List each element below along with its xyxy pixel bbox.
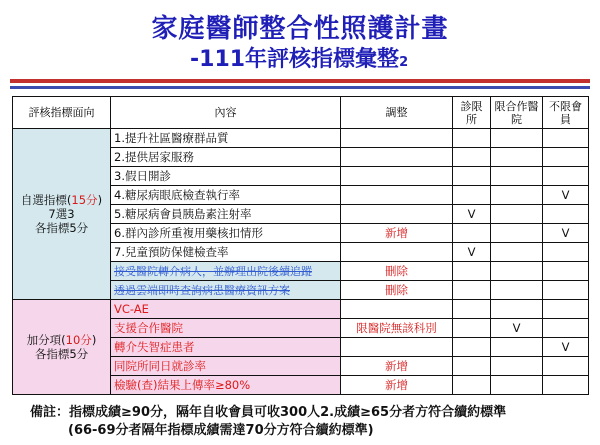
row-content: 5.糖尿病會員胰島素注射率 xyxy=(111,205,341,224)
row-adjust xyxy=(341,205,453,224)
row-content: 1.提升社區醫療群品質 xyxy=(111,129,341,148)
row-adjust xyxy=(341,338,453,357)
row-clinic xyxy=(453,224,491,243)
row-partner xyxy=(491,148,543,167)
footnote-line2: (66-69分者隔年指標成績需達70分方符合續約標準) xyxy=(68,423,374,438)
row-content: 同院所同日就診率 xyxy=(111,357,341,376)
row-clinic xyxy=(453,129,491,148)
row-partner xyxy=(491,338,543,357)
table-header-row xyxy=(13,97,589,129)
row-content: 2.提供居家服務 xyxy=(111,148,341,167)
group1-label-num: 15分 xyxy=(71,193,98,207)
row-adjust xyxy=(341,129,453,148)
row-clinic xyxy=(453,357,491,376)
group2-label-line2: 各指標5分 xyxy=(34,347,89,361)
header-partner: 限合作醫院 xyxy=(491,97,543,129)
page-title: 家庭醫師整合性照護計畫 xyxy=(151,14,449,44)
group2-label-cell xyxy=(13,300,111,395)
row-partner xyxy=(491,262,543,281)
row-partner xyxy=(491,186,543,205)
row-nonmember: V xyxy=(543,186,589,205)
header-clinic: 診限所 xyxy=(453,97,491,129)
row-partner xyxy=(491,281,543,300)
row-content: 檢驗(查)結果上傳率≥80% xyxy=(111,376,341,395)
header-category: 評核指標面向 xyxy=(13,97,111,129)
footnote-line1: 備註：指標成績≥90分，隔年自收會員可收300人2.成績≥65分者方符合續約標準 xyxy=(30,405,507,420)
row-clinic xyxy=(453,167,491,186)
group1-label-cell xyxy=(13,129,111,300)
indicator-table xyxy=(12,96,589,395)
row-adjust: 刪除 xyxy=(341,262,453,281)
row-adjust: 新增 xyxy=(341,376,453,395)
row-partner xyxy=(491,300,543,319)
row-content: 3.假日開診 xyxy=(111,167,341,186)
row-partner xyxy=(491,357,543,376)
row-clinic xyxy=(453,376,491,395)
row-adjust: 刪除 xyxy=(341,281,453,300)
deleted-text: 透過雲端即時查詢病患醫療資訊方案 xyxy=(114,283,290,297)
row-partner xyxy=(491,224,543,243)
row-content: 轉介失智症患者 xyxy=(111,338,341,357)
group2-label-num: 10分 xyxy=(65,333,92,347)
row-nonmember xyxy=(543,319,589,338)
row-adjust xyxy=(341,300,453,319)
row-content: 4.糖尿病眼底檢查執行率 xyxy=(111,186,341,205)
row-partner xyxy=(491,376,543,395)
group2-label-a: 加分項( xyxy=(26,333,66,347)
row-content: 7.兒童預防保健檢查率 xyxy=(111,243,341,262)
subtitle-text: -111年評核指標彙整 xyxy=(190,47,400,72)
group2-label-b: ) xyxy=(91,333,97,347)
page-subtitle xyxy=(190,42,408,73)
row-partner xyxy=(491,243,543,262)
row-content: 支援合作醫院 xyxy=(111,319,341,338)
row-partner xyxy=(491,129,543,148)
row-nonmember xyxy=(543,262,589,281)
header-content: 內容 xyxy=(111,97,341,129)
deleted-row-content xyxy=(111,262,341,281)
deleted-text: 接受醫院轉介病人，並辦理出院後續追蹤 xyxy=(114,264,312,278)
row-adjust: 限醫院無該科別 xyxy=(341,319,453,338)
blue-divider-stripe xyxy=(10,86,590,89)
row-clinic: V xyxy=(453,243,491,262)
row-nonmember xyxy=(543,129,589,148)
row-clinic xyxy=(453,338,491,357)
deleted-row-content xyxy=(111,281,341,300)
row-content: 6.群內診所重複用藥核扣情形 xyxy=(111,224,341,243)
row-nonmember xyxy=(543,167,589,186)
row-nonmember xyxy=(543,281,589,300)
row-nonmember xyxy=(543,205,589,224)
row-clinic xyxy=(453,300,491,319)
row-adjust xyxy=(341,243,453,262)
row-nonmember xyxy=(543,300,589,319)
row-clinic xyxy=(453,186,491,205)
row-clinic xyxy=(453,281,491,300)
red-divider-stripe xyxy=(10,79,590,83)
row-partner xyxy=(491,167,543,186)
row-clinic xyxy=(453,148,491,167)
group1-label-a: 自選指標( xyxy=(20,193,72,207)
row-nonmember: V xyxy=(543,338,589,357)
group1-label-line3: 各指標5分 xyxy=(34,221,89,235)
row-adjust xyxy=(341,148,453,167)
table-row xyxy=(13,129,589,148)
row-adjust: 新增 xyxy=(341,357,453,376)
row-adjust xyxy=(341,167,453,186)
header-nonmember: 不限會員 xyxy=(543,97,589,129)
group1-label-b: ) xyxy=(97,193,103,207)
group1-label-line2: 7選3 xyxy=(48,207,75,221)
table-row xyxy=(13,300,589,319)
row-clinic xyxy=(453,319,491,338)
row-adjust: 新增 xyxy=(341,224,453,243)
row-clinic xyxy=(453,262,491,281)
header-adjust: 調整 xyxy=(341,97,453,129)
row-nonmember xyxy=(543,376,589,395)
row-adjust xyxy=(341,186,453,205)
row-content: VC-AE xyxy=(111,300,341,319)
row-nonmember xyxy=(543,243,589,262)
row-partner xyxy=(491,205,543,224)
subtitle-index: 2 xyxy=(399,55,409,70)
row-nonmember xyxy=(543,148,589,167)
row-partner: V xyxy=(491,319,543,338)
footnote xyxy=(30,404,590,440)
row-clinic: V xyxy=(453,205,491,224)
row-nonmember: V xyxy=(543,224,589,243)
row-nonmember xyxy=(543,357,589,376)
